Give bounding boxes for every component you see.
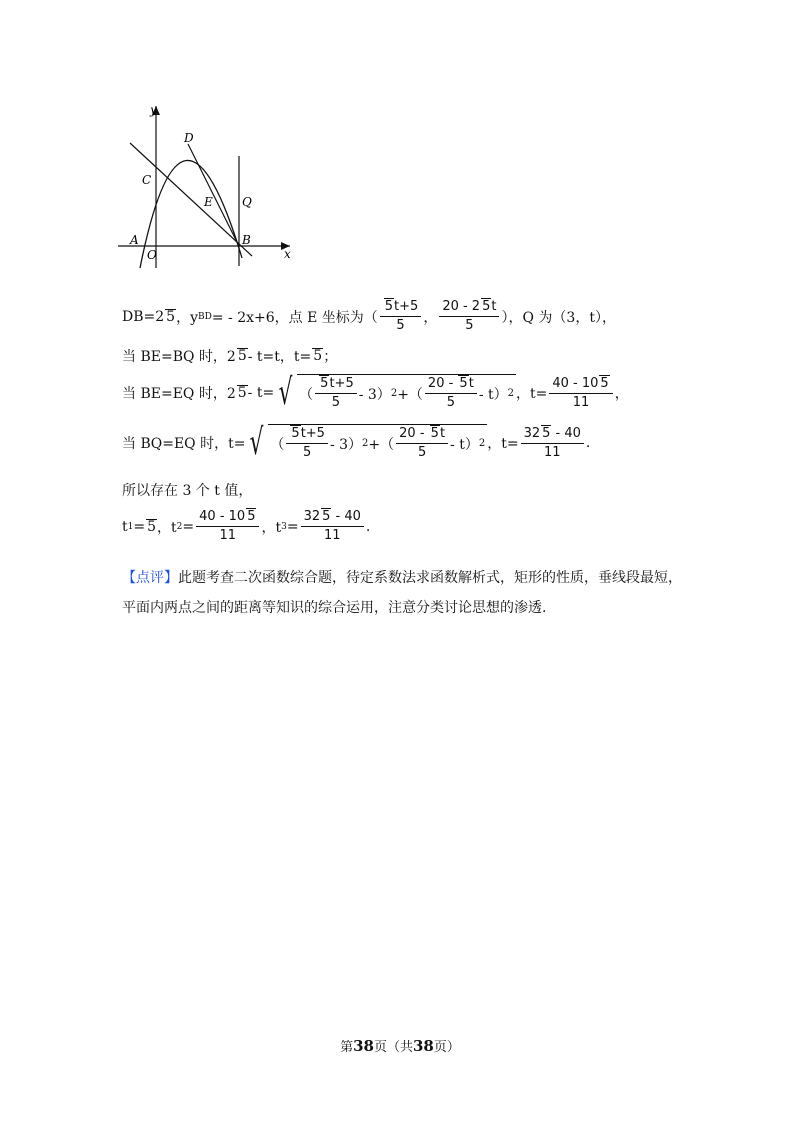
line-cb <box>130 143 252 256</box>
solution-line-2: 当 BE=BQ 时，2 5 - t=t，t= 5 ； <box>122 348 338 365</box>
label-q: Q <box>242 195 252 209</box>
solution-line-1: DB=2 5 ，y BD = - 2x+6，点 E 坐标为（ $\frac{5t+5}{5}$ ， $\frac{20 - 2 5t}{5}$ ），Q 为（3，t）， <box>122 299 616 333</box>
line-db <box>188 144 238 244</box>
solution-line-3: 当 BE=EQ 时，2 5 - t= √ （ $\frac{5t+5}{5}$ - 3） 2 +（ $\frac{20 - 5t}{5}$ - t） 2 ，t= $\frac{40 - 10 5}{11}$ ， <box>122 372 629 413</box>
solution-line-4: 当 BQ=EQ 时，t= √ （ $\frac{5t+5}{5}$ - 3） 2 +（ $\frac{20 - 5t}{5}$ - t） 2 ，t= $\frac{32 5 - 40}{11}$ . <box>122 422 591 463</box>
label-c: C <box>142 173 152 187</box>
label-e: E <box>204 195 213 209</box>
label-a: A <box>130 233 139 247</box>
parabola-figure <box>118 98 303 270</box>
label-d: D <box>184 131 194 145</box>
solution-line-5: 所以存在 3 个 t 值， <box>122 483 253 499</box>
fraction-result-3: $\frac{40 - 10 5}{11}$ <box>549 375 612 412</box>
comment-text: 此题考查二次函数综合题，待定系数法求函数解析式，矩形的性质，垂线段最短，平面内两点之间的距离等知识的综合运用，注意分类讨论思想的渗透. <box>122 570 682 616</box>
fraction-ex: $\frac{5t+5}{5}$ <box>380 298 422 335</box>
radical-expression-2: √ （ $\frac{5t+5}{5}$ - 3） 2 +（ $\frac{20 - 5t}{5}$ - t） 2 <box>250 422 486 463</box>
page-footer: 第38页（共38页） <box>340 1037 460 1055</box>
fraction-t3: $\frac{32 5 - 40}{11}$ <box>301 508 364 545</box>
page-total: 38 <box>413 1037 434 1055</box>
radical-expression: √ （ $\frac{5t+5}{5}$ - 3） 2 +（ $\frac{20 - 5t}{5}$ - t） 2 <box>278 372 514 413</box>
fraction-t2: $\frac{40 - 10 5}{11}$ <box>196 508 259 545</box>
label-o: O <box>147 248 157 262</box>
label-b: B <box>242 233 251 247</box>
label-x: x <box>284 247 291 261</box>
comment-label: 【点评】 <box>122 570 178 586</box>
fraction-result-4: $\frac{32 5 - 40}{11}$ <box>521 425 584 462</box>
fraction-ey: $\frac{20 - 2 5t}{5}$ <box>439 298 499 335</box>
comment-paragraph <box>122 563 682 623</box>
label-y: y <box>150 103 157 117</box>
solution-line-6: t 1 = 5 ，t 2 = $\frac{40 - 10 5}{11}$ ，t 3 = $\frac{32 5 - 40}{11}$ . <box>122 509 371 543</box>
page-number: 38 <box>353 1037 374 1055</box>
